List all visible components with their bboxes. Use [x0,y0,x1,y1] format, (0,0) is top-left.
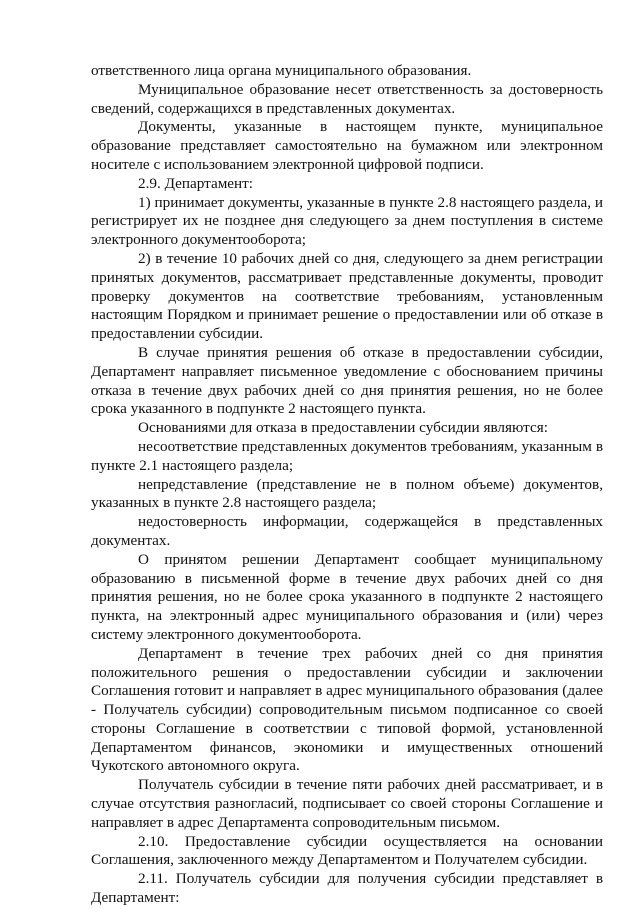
paragraph-1: ответственного лица органа муниципального образования. [91,62,472,79]
paragraph-12: О принятом решении Департамент сообщает муниципальному образованию в письменной форме в течение двух рабочих дней со дня принятия решения, но не более срока указанного в подпункте 2 настоящего пункта, на электронный адрес муниципального образования и (или) через систему электронного документооборота. [91,550,603,643]
section-2-11: 2.11. Получатель субсидии для получения субсидии представляет в Департамент: [91,870,603,907]
paragraph-13: Департамент в течение трех рабочих дней со дня принятия положительного решения о предоставлении субсидии и заключении Соглашения готовит и направляет в адрес муниципального образования (далее - Получатель субсидии) сопроводительным письмом подписанное со своей стороны Соглашение в соответствии с типовой формой, установленной Департаментом финансов, экономики и имущественных отношений Чукотского автономного округа. [91,644,603,775]
paragraph-10: непредставление (представление не в полном объеме) документов, указанных в пункте 2.8 настоящего раздела; [91,475,603,512]
section-heading-2-9: 2.9. Департамент: [138,174,254,192]
paragraph-item-2: 2) в течение 10 рабочих дней со дня, следующего за днем регистрации принятых документов, рассматривает представленные документы, проводит проверку документов на соответствие требованиям, установленным настоящим Порядком и принимает решение о предоставлении или об отказе в предоставлении субсидии. [91,249,603,343]
paragraph-2: Муниципальное образование несет ответственность за достоверность сведений, содержащихся в представленных документах. [91,80,603,117]
paragraph-8: Основаниями для отказа в предоставлении субсидии являются: [138,419,548,437]
paragraph-item-1: 1) принимает документы, указанные в пункте 2.8 настоящего раздела, и регистрирует их не позднее дня следующего за днем поступления в системе электронного документооборота; [91,193,603,249]
paragraph-7: В случае принятия решения об отказе в предоставлении субсидии, Департамент направляет письменное уведомление с обоснованием причины отказа в течение двух рабочих дней со дня принятия решения, но не более срока указанного в подпункте 2 настоящего пункта. [91,343,603,418]
paragraph-11: недостоверность информации, содержащейся в представленных документах. [91,513,603,549]
paragraph-3: Документы, указанные в настоящем пункте, муниципальное образование представляет самостоятельно на бумажном или электронном носителе с использованием электронной цифровой подписи. [91,118,603,173]
document-page [91,62,603,908]
paragraph-9: несоответствие представленных документов требованиям, указанным в пункте 2.1 настоящего раздела; [91,437,603,474]
section-2-10: 2.10. Предоставление субсидии осуществляется на основании Соглашения, заключенного между Департаментом и Получателем субсидии. [91,832,603,869]
paragraph-14: Получатель субсидии в течение пяти рабочих дней рассматривает, и в случае отсутствия разногласий, подписывает со своей стороны Соглашение и направляет в адрес Департамента сопроводительным письмом. [91,776,603,831]
